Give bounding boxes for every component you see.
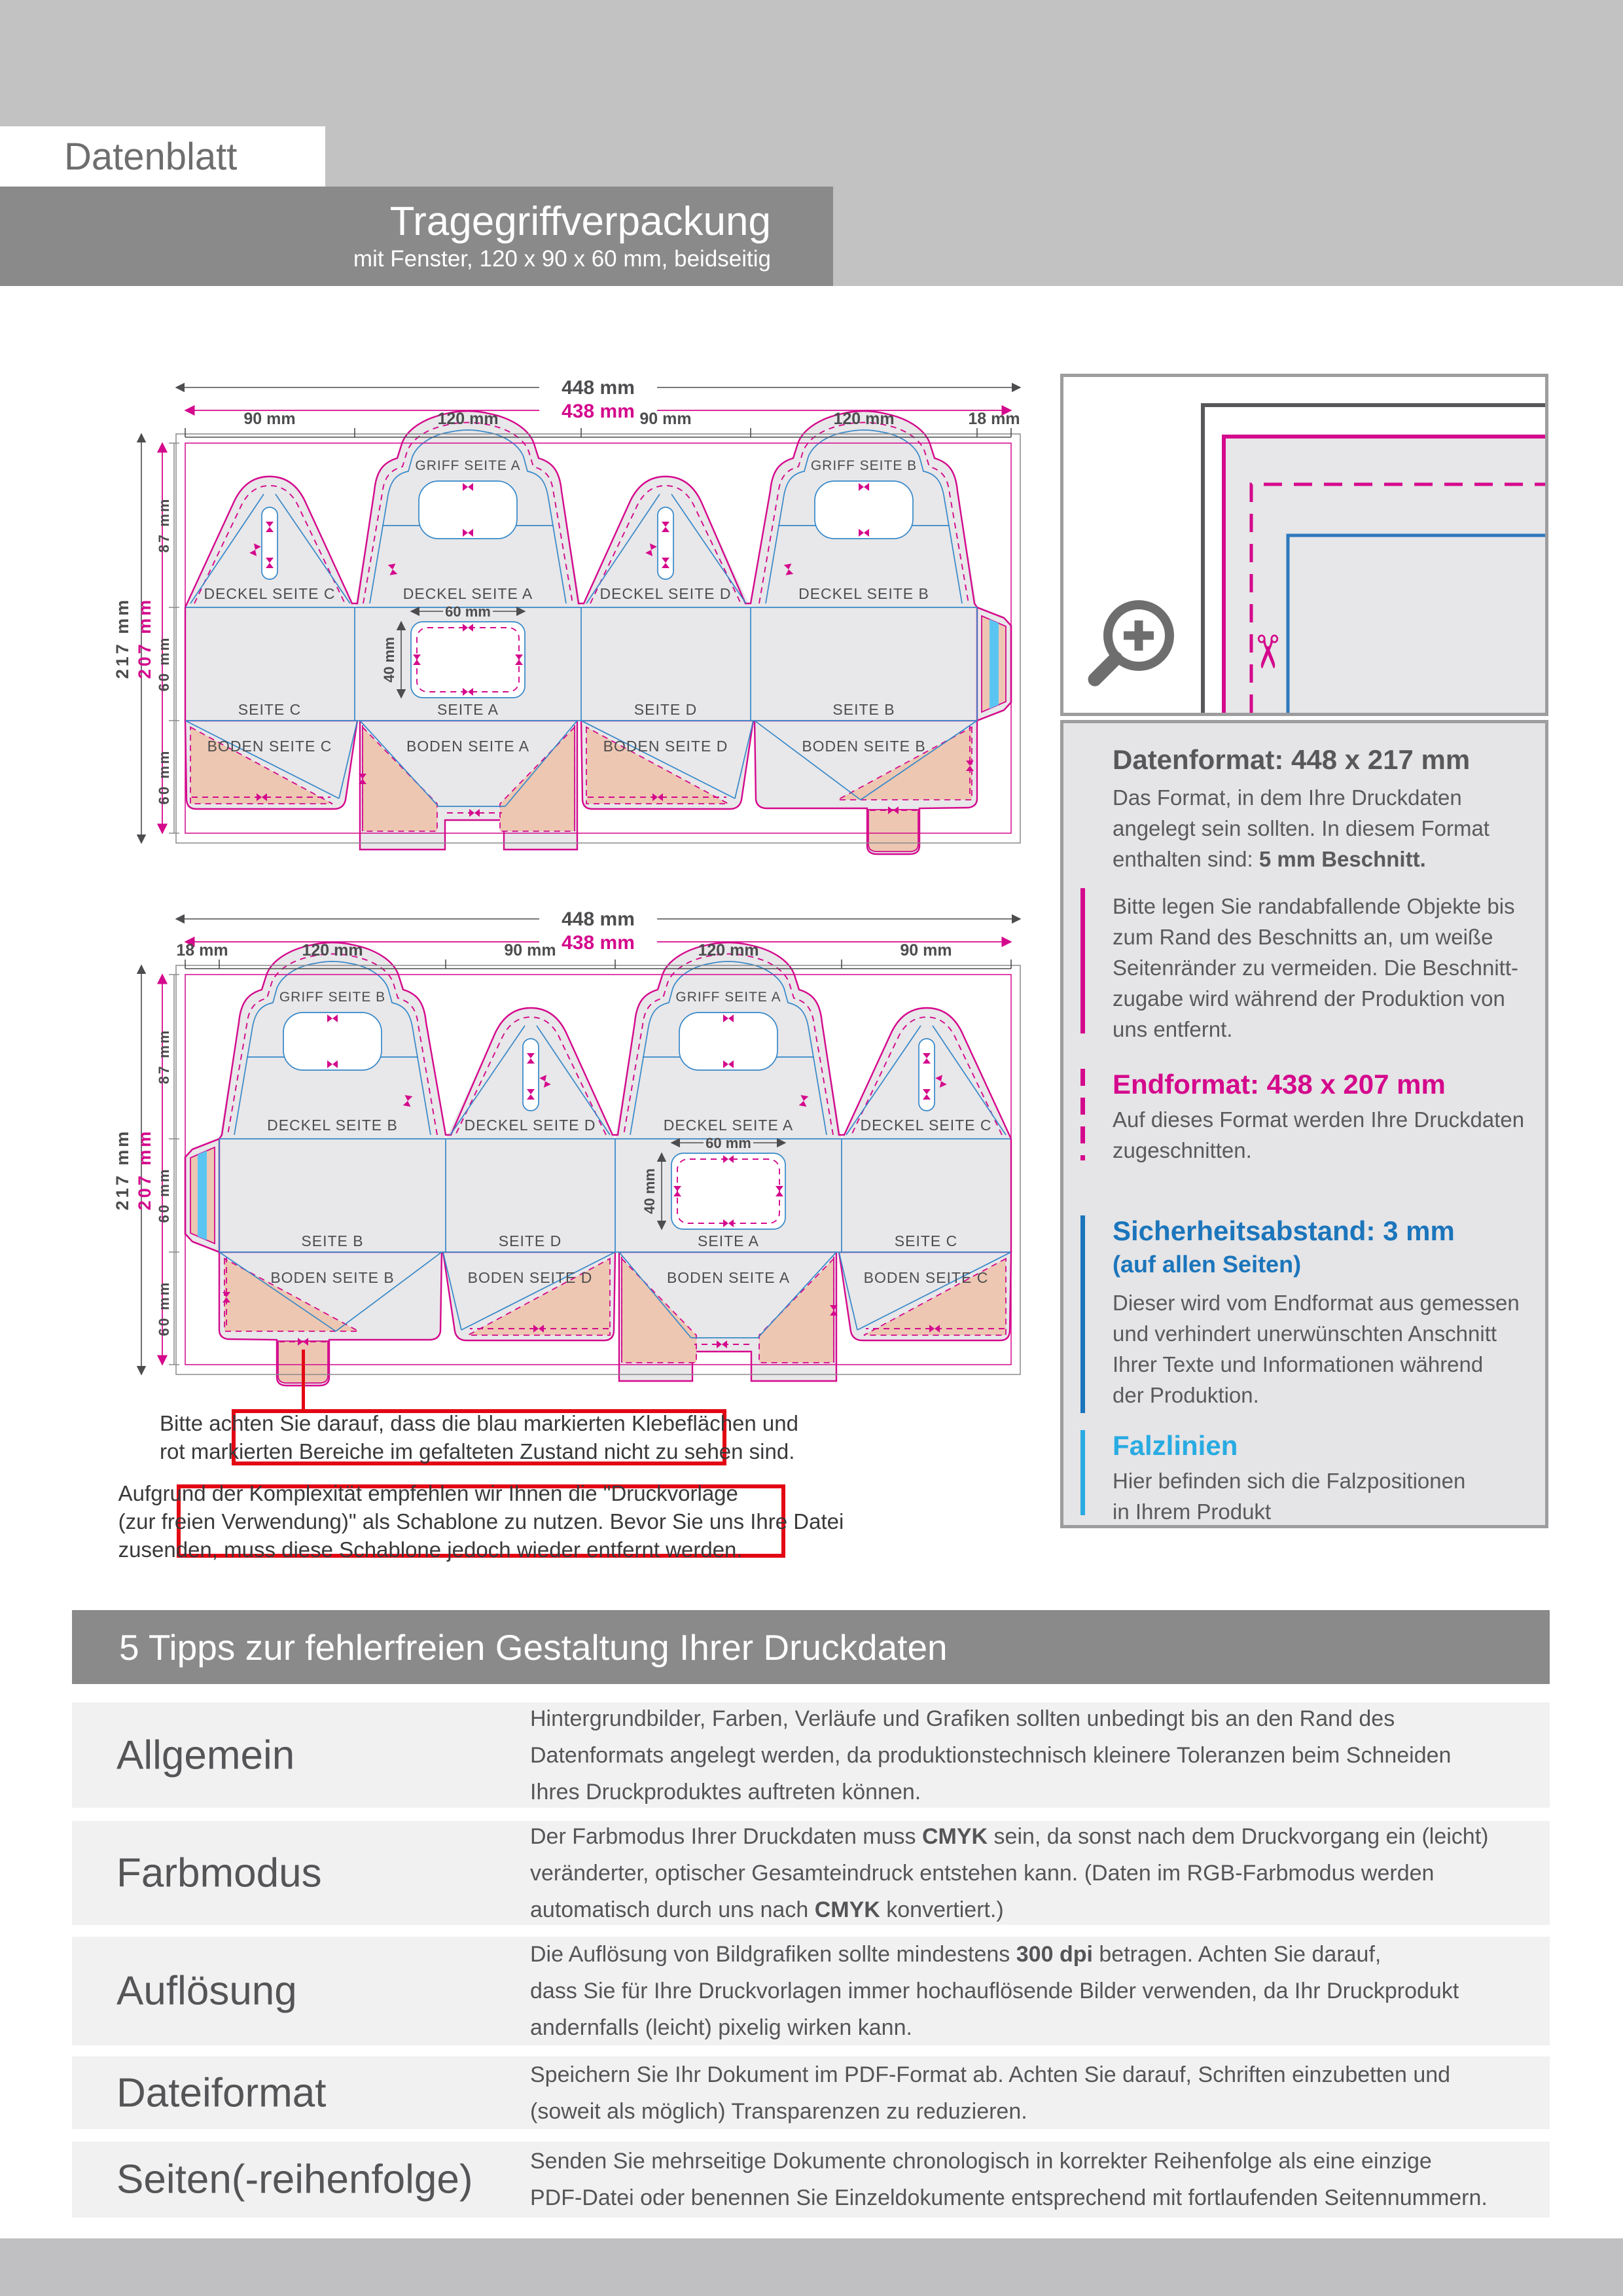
svg-text:60 mm: 60 mm <box>156 749 172 805</box>
svg-text:BODEN SEITE D: BODEN SEITE D <box>467 1269 593 1286</box>
svg-text:438 mm: 438 mm <box>562 401 635 422</box>
svg-text:BODEN SEITE B: BODEN SEITE B <box>270 1269 395 1286</box>
datenformat-text: Das Format, in dem Ihre Druckdaten angelegt sein sollten. In diesem Format enthalten sind: 5 mm Beschnitt. <box>1113 785 1489 871</box>
note-connector-line <box>302 1350 305 1412</box>
endformat-bar <box>1080 1069 1085 1160</box>
svg-text:DECKEL SEITE A: DECKEL SEITE A <box>663 1117 794 1134</box>
beschnitt-text: Bitte legen Sie randabfallende Objekte bis zum Rand des Beschnitts an, um weiße Seitenränder zu vermeiden. Die Beschnitt- zugabe wird während der Produktion von uns entfernt. <box>1113 894 1518 1041</box>
falzlinien-bar <box>1080 1430 1085 1515</box>
svg-text:120 mm: 120 mm <box>698 941 759 960</box>
falzlinien-text: Hier befinden sich die Falzpositionen in Ihrem Produkt <box>1113 1469 1466 1524</box>
svg-text:DECKEL SEITE A: DECKEL SEITE A <box>402 585 533 602</box>
svg-text:40 mm: 40 mm <box>641 1168 658 1214</box>
svg-text:40 mm: 40 mm <box>381 637 397 683</box>
note-text: Bitte achten Sie darauf, dass die blau markierten Klebeflächen und rot markierten Bereiche im gefalteten Zustand nicht zu sehen sind. <box>160 1411 798 1463</box>
die-cut-drawing-front <box>105 373 1034 870</box>
svg-text:GRIFF SEITE A: GRIFF SEITE A <box>415 458 521 473</box>
svg-text:60 mm: 60 mm <box>156 1280 172 1336</box>
sicherheit-heading: Sicherheitsabstand: 3 mm <box>1113 1215 1455 1246</box>
footer-band <box>0 2238 1623 2296</box>
svg-text:SEITE D: SEITE D <box>633 701 698 718</box>
tips-header-bar <box>72 1610 1550 1684</box>
tip-text: Hintergrundbilder, Farben, Verläufe und Grafiken sollten unbedingt bis an den Rand des Datenformats angelegt werden, da produktionstechnisch kleinere Toleranzen beim Schneiden Ihres Druckproduktes auftreten können. <box>530 1706 1452 1804</box>
page-title: Tragegriffverpackung <box>389 199 771 244</box>
svg-text:SEITE B: SEITE B <box>301 1232 364 1249</box>
sicherheit-text: Dieser wird vom Endformat aus gemessen und verhindert unerwünschten Anschnitt Ihrer Texte und Informationen während der Produktion. <box>1113 1291 1520 1407</box>
svg-text:GRIFF SEITE B: GRIFF SEITE B <box>279 990 386 1005</box>
tip-label: Auflösung <box>116 1968 297 2014</box>
svg-text:87 mm: 87 mm <box>156 497 172 553</box>
svg-text:217 mm: 217 mm <box>113 597 132 679</box>
tip-label: Allgemein <box>116 1732 295 1778</box>
tip-text: Die Auflösung von Bildgrafiken sollte mindestens 300 dpi betragen. Achten Sie darauf, dass Sie für Ihre Druckvorlagen immer hochauflösende Bilder verwenden, da Ihr Druckprodukt andernfalls (leicht) pixelig wirken kann. <box>530 1942 1459 2040</box>
scissors-icon: ✂ <box>1241 632 1293 672</box>
sicherheit-subheading: (auf allen Seiten) <box>1113 1251 1302 1278</box>
svg-text:120 mm: 120 mm <box>833 410 895 428</box>
svg-text:60 mm: 60 mm <box>445 603 491 620</box>
svg-text:60 mm: 60 mm <box>156 1167 172 1223</box>
tip-row-seitenreihenfolge <box>72 2142 1550 2217</box>
tip-label: Seiten(-reihenfolge) <box>116 2157 473 2202</box>
page-subtitle: mit Fenster, 120 x 90 x 60 mm, beidseitig <box>353 246 771 272</box>
svg-text:GRIFF SEITE A: GRIFF SEITE A <box>675 990 781 1005</box>
svg-text:SEITE B: SEITE B <box>832 701 895 718</box>
svg-text:DECKEL SEITE C: DECKEL SEITE C <box>204 585 336 602</box>
svg-text:DECKEL SEITE D: DECKEL SEITE D <box>599 585 732 602</box>
svg-text:DECKEL SEITE B: DECKEL SEITE B <box>798 585 929 602</box>
bleed-bar <box>1080 888 1085 1033</box>
svg-text:SEITE C: SEITE C <box>238 701 302 718</box>
svg-text:90 mm: 90 mm <box>504 941 556 960</box>
svg-text:438 mm: 438 mm <box>562 932 635 954</box>
sicherheit-bar <box>1080 1215 1085 1413</box>
note-template <box>118 1480 844 1562</box>
svg-text:SEITE C: SEITE C <box>894 1232 958 1249</box>
svg-text:60 mm: 60 mm <box>156 636 172 692</box>
die-cut-drawing-back <box>105 905 1034 1402</box>
svg-text:18 mm: 18 mm <box>176 941 228 960</box>
svg-text:18 mm: 18 mm <box>968 410 1020 428</box>
svg-text:SEITE A: SEITE A <box>437 701 499 718</box>
svg-text:90 mm: 90 mm <box>900 941 952 960</box>
tip-row-aufloesung <box>72 1937 1550 2045</box>
tip-label: Farbmodus <box>116 1850 322 1895</box>
tip-row-farbmodus <box>72 1821 1550 1925</box>
svg-text:BODEN SEITE A: BODEN SEITE A <box>406 738 530 755</box>
title-banner <box>0 187 833 286</box>
svg-text:87 mm: 87 mm <box>156 1028 172 1085</box>
note-text: Aufgrund der Komplexität empfehlen wir Ihnen die "Druckvorlage (zur freien Verwendung)" als Schablone zu nutzen. Bevor Sie uns Ihre Datei zusenden, muss diese Schablone jedoch wieder entfernt werden. <box>118 1480 844 1562</box>
zoom-icon <box>1095 605 1169 679</box>
detail-zoom-box <box>1060 374 1548 716</box>
svg-text:DECKEL SEITE B: DECKEL SEITE B <box>267 1117 398 1134</box>
datenblatt-box <box>0 126 325 187</box>
endformat-text: Auf dieses Format werden Ihre Druckdaten zugeschnitten. <box>1113 1107 1525 1162</box>
tip-text: Der Farbmodus Ihrer Druckdaten muss CMYK sein, da sonst nach dem Druckvorgang ein (leicht) veränderter, optischer Gesamteindruck entstehen kann. (Daten im RGB-Farbmodus werden automatisch durch uns nach CMYK konvertiert.) <box>530 1823 1489 1922</box>
svg-text:SEITE A: SEITE A <box>698 1232 759 1249</box>
svg-text:217 mm: 217 mm <box>113 1128 132 1211</box>
svg-text:207 mm: 207 mm <box>135 1128 154 1211</box>
datenblatt-label: Datenblatt <box>64 135 238 178</box>
datenformat-heading: Datenformat: 448 x 217 mm <box>1113 744 1471 775</box>
svg-text:90 mm: 90 mm <box>639 410 692 428</box>
endformat-heading: Endformat: 438 x 207 mm <box>1113 1069 1446 1100</box>
svg-text:BODEN SEITE C: BODEN SEITE C <box>207 738 332 755</box>
tip-row-dateiformat <box>72 2056 1550 2129</box>
falzlinien-heading: Falzlinien <box>1113 1430 1238 1461</box>
svg-text:448 mm: 448 mm <box>562 908 635 930</box>
info-panel <box>1060 720 1548 1528</box>
svg-text:GRIFF SEITE B: GRIFF SEITE B <box>810 458 918 473</box>
svg-text:DECKEL SEITE D: DECKEL SEITE D <box>464 1117 596 1134</box>
svg-text:BODEN SEITE B: BODEN SEITE B <box>802 738 926 755</box>
svg-text:DECKEL SEITE C: DECKEL SEITE C <box>860 1117 992 1134</box>
svg-text:BODEN SEITE A: BODEN SEITE A <box>666 1269 791 1286</box>
tip-row-allgemein <box>72 1702 1550 1808</box>
svg-text:120 mm: 120 mm <box>302 941 363 960</box>
tip-text: Speichern Sie Ihr Dokument im PDF-Format ab. Achten Sie darauf, Schriften einzubetten und (soweit als möglich) Transparenzen zu reduzieren. <box>530 2062 1451 2124</box>
detail-zoom-diagram <box>1063 377 1545 713</box>
tip-label: Dateiformat <box>116 2070 327 2115</box>
svg-text:90 mm: 90 mm <box>243 410 296 428</box>
svg-text:207 mm: 207 mm <box>135 597 154 679</box>
svg-text:60 mm: 60 mm <box>705 1135 751 1151</box>
svg-text:BODEN SEITE C: BODEN SEITE C <box>863 1269 989 1286</box>
note-glue-areas <box>160 1409 798 1465</box>
svg-text:448 mm: 448 mm <box>562 377 635 399</box>
svg-text:120 mm: 120 mm <box>437 410 499 428</box>
tip-text: Senden Sie mehrseitige Dokumente chronologisch in korrekter Reihenfolge als eine einzige PDF-Datei oder benennen Sie Einzeldokumente entsprechend mit fortlaufenden Seitennummern. <box>530 2149 1488 2210</box>
svg-text:BODEN SEITE D: BODEN SEITE D <box>603 738 728 755</box>
tips-header: 5 Tipps zur fehlerfreien Gestaltung Ihrer Druckdaten <box>119 1626 948 1668</box>
svg-text:SEITE D: SEITE D <box>498 1232 562 1249</box>
